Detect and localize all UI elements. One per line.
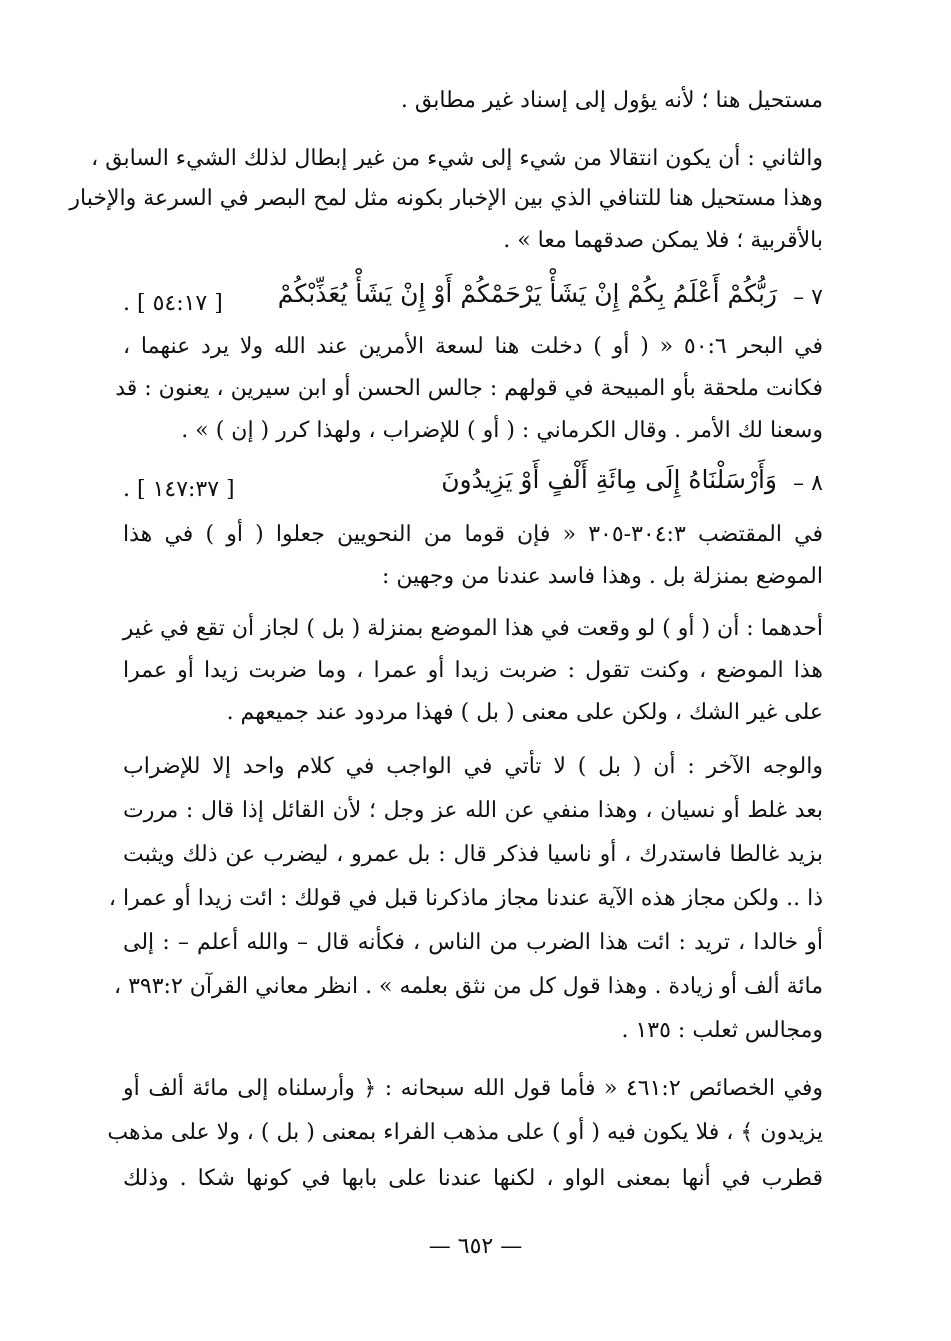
text-line: بزيد غالطا فاستدرك ، أو ناسيا فذكر قال : بل عمرو ، ليضرب عن ذلك ويثبت — [123, 842, 823, 867]
text-line: قطرب في أنها بمعنى الواو ، لكنها عندنا على بابها في كونها شكا . وذلك — [123, 1166, 823, 1191]
verse-reference: [ ١٤٧:٣٧ ] . — [123, 477, 235, 502]
text-line: وسعنا لك الأمر . وقال الكرماني : ( أو ) للإضراب ، ولهذا كرر ( إن ) » . — [181, 418, 823, 443]
text-line: وهذا مستحيل هنا للتنافي الذي بين الإخبار بكونه مثل لمح البصر في السرعة والإخبار — [69, 186, 823, 211]
text-line: والوجه الآخر : أن ( بل ) لا تأتي في الواجب في كلام واحد إلا للإضراب — [123, 754, 823, 779]
text-line: بالأقربية ؛ فلا يمكن صدقهما معا » . — [503, 228, 823, 253]
text-line: وفي الخصائص ٤٦١:٢ « فأما قول الله سبحانه : ﴿ وأرسلناه إلى مائة ألف أو — [123, 1076, 823, 1101]
text-line: في المقتضب ٣٠٤:٣-٣٠٥ « فإن قوما من النحويين جعلوا ( أو ) في هذا — [123, 522, 823, 547]
text-line: أحدهما : أن ( أو ) لو وقعت في هذا الموضع بمنزلة ( بل ) لجاز أن تقع في غير — [122, 616, 823, 641]
text-line: مائة ألف أو زيادة . وهذا قول كل من نثق بعلمه » . انظر معاني القرآن ٣٩٣:٢ ، — [113, 974, 823, 999]
page-number: — ٦٥٢ — — [428, 1234, 523, 1259]
quran-verse-7 — [123, 280, 823, 316]
verse-reference: [ ٥٤:١٧ ] . — [123, 291, 223, 316]
verse-number: ٧ – — [793, 285, 823, 310]
verse-text: رَبُّكُمْ أَعْلَمُ بِكُمْ إِنْ يَشَأْ يَرْحَمْكُمْ أَوْ إِنْ يَشَأْ يُعَذِّبْكُمْ — [277, 279, 777, 308]
text-line: مستحيل هنا ؛ لأنه يؤول إلى إسناد غير مطابق . — [400, 88, 823, 113]
verse-number: ٨ – — [793, 471, 823, 496]
text-line: يزيدون ﴾ ، فلا يكون فيه ( أو ) على مذهب الفراء بمعنى ( بل ) ، ولا على مذهب — [107, 1120, 823, 1145]
text-line: بعد غلط أو نسيان ، وهذا منفي عن الله عز وجل ؛ لأن القائل إذا قال : مررت — [123, 798, 823, 823]
text-line: ومجالس ثعلب : ١٣٥ . — [621, 1018, 823, 1043]
text-line: الموضع بمنزلة بل . وهذا فاسد عندنا من وجهين : — [381, 564, 823, 589]
quran-verse-8 — [123, 466, 823, 502]
text-line: أو خالدا ، تريد : ائت هذا الضرب من الناس ، فكأنه قال – والله أعلم – : إلى — [123, 930, 823, 955]
text-line: والثاني : أن يكون انتقالا من شيء إلى شيء من غير إبطال لذلك الشيء السابق ، — [91, 146, 823, 171]
text-line: ذا .. ولكن مجاز هذه الآية عندنا مجاز ماذكرنا قبل في قولك : ائت زيدا أو عمرا ، — [108, 886, 823, 911]
text-line: هذا الموضع ، وكنت تقول : ضربت زيدا أو عمرا ، وما ضربت زيدا أو عمرا — [123, 658, 823, 683]
verse-text: وَأَرْسَلْنَاهُ إِلَى مِائَةِ أَلْفٍ أَوْ يَزِيدُونَ — [441, 465, 777, 494]
text-line: في البحر ٥٠:٦ « ( أو ) دخلت هنا لسعة الأمرين عند الله ولا يرد عنهما ، — [123, 334, 824, 359]
text-line: على غير الشك ، ولكن على معنى ( بل ) فهذا مردود عند جميعهم . — [226, 700, 823, 725]
text-line: فكانت ملحقة بأو المبيحة في قولهم : جالس الحسن أو ابن سيرين ، يعنون : قد — [115, 376, 823, 401]
